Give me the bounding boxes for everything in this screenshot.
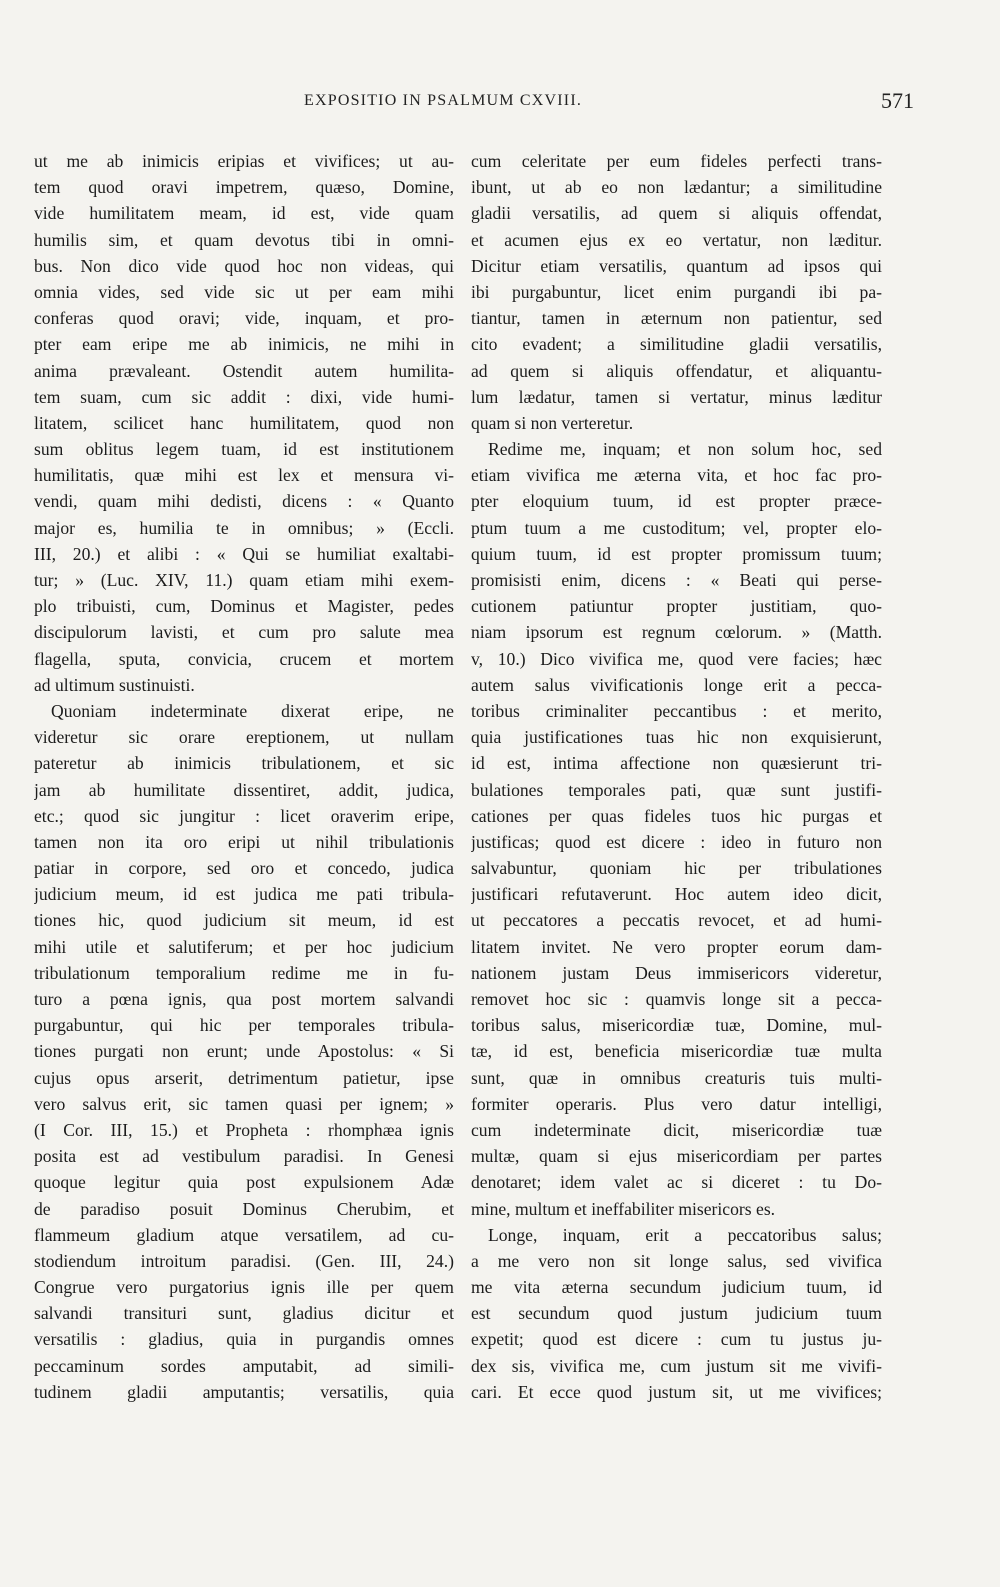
text-line: videretur sic orare ereptionem, ut nullam	[34, 727, 454, 748]
text-line: mine, multum et ineffabiliter misericors es.	[471, 1198, 776, 1219]
text-line: cum indeterminate dicit, misericordiæ tuæ	[471, 1119, 882, 1140]
text-line: quoque legitur quia post expulsionem Adæ	[34, 1172, 454, 1193]
text-line: promisisti enim, dicens : « Beati qui perse-	[471, 570, 882, 590]
text-line: posita est ad vestibulum paradisi. In Genesi	[34, 1146, 454, 1167]
text-line: pter eam eripe me ab inimicis, ne mihi in	[34, 334, 454, 355]
text-line: vero salvus erit, sic tamen quasi per ignem; »	[34, 1093, 454, 1114]
text-line: tamen non ita oro eripi ut nihil tribulationis	[34, 831, 454, 852]
text-line: removet hoc sic : quamvis longe sit a pecca-	[471, 989, 882, 1009]
text-line: quam si non verteretur.	[471, 412, 634, 433]
text-line: ad ultimum sustinuisti.	[34, 674, 195, 695]
text-line: vendi, quam mihi dedisti, dicens : « Quanto	[34, 491, 454, 512]
text-line: jam ab humilitate dissentiret, addit, judica,	[34, 779, 454, 800]
text-line: multæ, quam si ejus misericordiam per partes	[471, 1146, 882, 1167]
text-line: a me vero non sit longe salus, sed vivifica	[471, 1250, 882, 1271]
text-line: patiar in corpore, sed oro et concedo, judica	[34, 858, 454, 879]
running-head	[34, 88, 914, 120]
running-title: EXPOSITIO IN PSALMUM CXVIII.	[304, 92, 583, 109]
text-line: sum oblitus legem tuam, id est institutionem	[34, 439, 454, 460]
text-line: denotaret; idem valet ac si diceret : tu Do-	[471, 1172, 882, 1193]
text-line: toribus criminaliter peccantibus : et merito,	[471, 700, 882, 721]
text-line: stodiendum introitum paradisi. (Gen. III, 24.)	[34, 1250, 454, 1271]
text-line: ibi purgabuntur, licet enim purgandi ibi pa-	[471, 281, 882, 302]
text-line: discipulorum lavisti, et cum pro salute mea	[34, 622, 454, 643]
text-line: bus. Non dico vide quod hoc non videas, qui	[34, 255, 454, 276]
text-line: lum lædatur, tamen si vertatur, minus læditur	[471, 386, 882, 407]
text-line: tudinem gladii amputantis; versatilis, quia	[34, 1381, 454, 1402]
text-line: humilis sim, et quam devotus tibi in omni-	[34, 229, 454, 250]
text-line: v, 10.) Dico vivifica me, quod vere facies; hæc	[471, 648, 882, 669]
text-line: tiones purgati non erunt; unde Apostolus: « Si	[34, 1041, 454, 1062]
text-line: omnia vides, sed vide sic ut per eam mihi	[34, 281, 454, 302]
text-line: me vita æterna secundum judicium tuum, id	[471, 1277, 882, 1298]
text-line: tiantur, tamen in æternum non patientur, sed	[471, 308, 882, 329]
text-line: id est, intima affectione non quæsierunt tri-	[471, 753, 882, 774]
text-line: salvabuntur, quoniam hic per tribulationes	[471, 858, 882, 879]
text-line: ut me ab inimicis eripias et vivifices; ut au-	[34, 151, 454, 171]
text-line: plo tribuisti, cum, Dominus et Magister, pedes	[34, 596, 454, 617]
text-line: Dicitur etiam versatilis, quantum ad ipsos qui	[471, 255, 882, 276]
text-line: ibunt, ut ab eo non lædantur; a similitudine	[471, 177, 882, 198]
text-line: purgabuntur, qui hic per temporales tribula-	[34, 1015, 454, 1036]
text-line: (I Cor. III, 15.) et Propheta : rhomphæa ignis	[34, 1119, 454, 1140]
text-line: humilitatis, quæ mihi est lex et mensura vi-	[34, 465, 454, 486]
text-line: cujus opus arserit, detrimentum patietur, ipse	[34, 1067, 454, 1088]
text-line: sunt, quæ in omnibus creaturis tuis multi-	[471, 1067, 882, 1088]
text-line: vide humilitatem meam, id est, vide quam	[34, 203, 454, 224]
text-line: pateretur ab inimicis tribulationem, et sic	[34, 753, 454, 774]
text-line: III, 20.) et alibi : « Qui se humiliat exaltabi-	[34, 543, 454, 564]
text-line: de paradiso posuit Dominus Cherubim, et	[34, 1198, 454, 1219]
text-line: tribulationum temporalium redime me in fu-	[34, 962, 454, 983]
text-line: turo a pœna ignis, qua post mortem salvandi	[34, 989, 454, 1009]
text-line: salvandi transituri sunt, gladius dicitur et	[34, 1303, 454, 1324]
text-line: Congrue vero purgatorius ignis ille per quem	[34, 1277, 454, 1298]
text-line: autem salus vivificationis longe erit a pecca-	[471, 674, 882, 695]
text-line: tæ, id est, beneficia misericordiæ tuæ multa	[471, 1041, 882, 1062]
text-line: litatem invitet. Ne vero propter eorum dam-	[471, 936, 882, 957]
text-line: nationem justam Deus immisericors videretur,	[471, 962, 882, 983]
text-line: toribus salus, misericordiæ tuæ, Domine, mul-	[471, 1015, 882, 1036]
text-line: Redime me, inquam; et non solum hoc, sed	[488, 439, 882, 460]
text-line: expetit; quod est dicere : cum tu justus ju-	[471, 1329, 882, 1350]
text-line: est secundum quod justum judicium tuum	[471, 1303, 882, 1324]
text-line: formiter operaris. Plus vero datur intelligi,	[471, 1093, 882, 1114]
text-line: ut peccatores a peccatis revocet, et ad humi-	[471, 910, 882, 931]
text-line: bulationes temporales pati, quæ sunt justifi-	[471, 779, 882, 800]
right-text-column	[471, 148, 882, 1405]
text-line: etc.; quod sic jungitur : licet oraverim eripe,	[34, 805, 454, 826]
page-number: 571	[881, 88, 914, 113]
text-line: litatem, scilicet hanc humilitatem, quod non	[34, 412, 454, 433]
text-line: anima prævaleant. Ostendit autem humilita-	[34, 360, 454, 381]
text-line: judicium meum, id est judica me pati tribula-	[34, 884, 454, 905]
text-line: etiam vivifica me æterna vita, et hoc fac pro-	[471, 465, 882, 486]
text-line: cutionem patiuntur propter justitiam, quo-	[471, 596, 882, 617]
text-line: quium tuum, id est propter promissum tuum;	[471, 543, 882, 564]
text-line: ad quem si aliquis offendatur, et aliquantu-	[471, 360, 882, 381]
text-line: tiones hic, quod judicium sit meum, id est	[34, 910, 454, 931]
text-line: cum celeritate per eum fideles perfecti trans-	[471, 151, 882, 171]
text-line: tem quod oravi impetrem, quæso, Domine,	[34, 177, 454, 198]
text-line: tur; » (Luc. XIV, 11.) quam etiam mihi exem-	[34, 570, 454, 590]
text-line: Quoniam indeterminate dixerat eripe, ne	[51, 700, 454, 721]
text-line: versatilis : gladius, quia in purgandis omnes	[34, 1329, 454, 1350]
text-line: tem suam, cum sic addit : dixi, vide humi-	[34, 386, 454, 407]
text-line: dex sis, vivifica me, cum justum sit me vivifi-	[471, 1355, 882, 1376]
text-line: et acumen ejus ex eo vertatur, non læditur.	[471, 229, 882, 250]
text-line: mihi utile et salutiferum; et per hoc judicium	[34, 936, 454, 957]
text-line: justificari refutaverunt. Hoc autem ideo dicit,	[471, 884, 882, 905]
text-line: gladii versatilis, ad quem si aliquis offendat,	[471, 203, 882, 224]
left-text-column	[34, 148, 454, 1405]
text-line: peccaminum sordes amputabit, ad simili-	[34, 1355, 454, 1376]
text-line: pter eloquium tuum, id est propter præce-	[471, 491, 882, 512]
text-line: cari. Et ecce quod justum sit, ut me vivifices;	[471, 1381, 882, 1402]
text-line: cito evadent; a similitudine gladii versatilis,	[471, 334, 882, 355]
text-line: ptum tuum a me custoditum; vel, propter elo-	[471, 517, 882, 538]
text-line: cationes per quas fideles tuos hic purgas et	[471, 805, 882, 826]
text-line: Longe, inquam, erit a peccatoribus salus;	[488, 1224, 882, 1245]
text-line: flagella, sputa, convicia, crucem et mortem	[34, 648, 454, 669]
text-line: justificas; quod est dicere : ideo in futuro non	[471, 831, 882, 852]
text-line: major es, humilia te in omnibus; » (Eccli.	[34, 517, 454, 538]
text-line: conferas quod oravi; vide, inquam, et pro-	[34, 308, 454, 329]
text-line: niam ipsorum est regnum cœlorum. » (Matth.	[471, 622, 882, 643]
text-line: quia justificationes tuas hic non exquisierunt,	[471, 727, 882, 748]
text-line: flammeum gladium atque versatilem, ad cu-	[34, 1224, 454, 1245]
